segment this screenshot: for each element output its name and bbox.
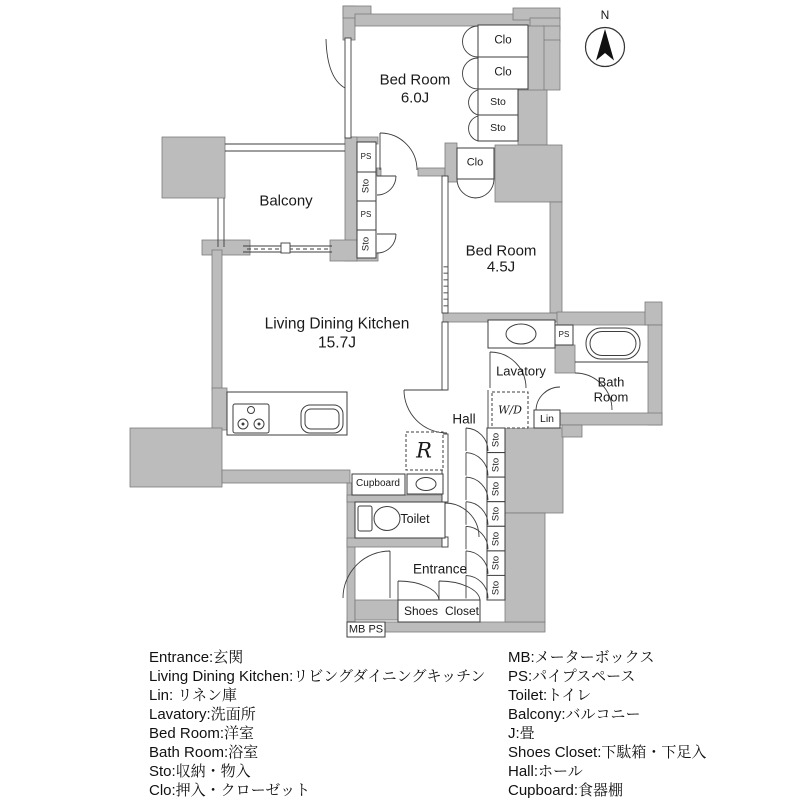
railings-and-windows bbox=[218, 144, 648, 622]
cupboard-label: Cupboard bbox=[356, 478, 400, 489]
bedroom6-name: Bed Room bbox=[379, 71, 451, 89]
legend-item: Lavatory:洗面所 bbox=[149, 706, 256, 723]
pipe-space-label: PS bbox=[558, 330, 570, 339]
closet-door-arc bbox=[469, 116, 478, 141]
linen-label: Lin bbox=[539, 412, 555, 425]
legend-item: MB:メーターボックス bbox=[508, 649, 655, 666]
pipe-space-label: PS bbox=[360, 152, 372, 161]
closet-label: Clo bbox=[494, 34, 512, 47]
ldk-door-arc bbox=[404, 390, 447, 433]
toilet-tank bbox=[358, 506, 372, 531]
storage-door-arc bbox=[466, 526, 488, 549]
storage-label: Sto bbox=[360, 178, 372, 194]
legend-left-column bbox=[149, 648, 485, 800]
hand-basin bbox=[416, 478, 436, 491]
balcony-label: Balcony bbox=[259, 192, 313, 210]
legend-item: Bed Room:洋室 bbox=[149, 725, 255, 742]
hall-label: Hall bbox=[452, 411, 476, 427]
toilet-bowl bbox=[374, 507, 400, 531]
closet-door-arc bbox=[463, 26, 478, 57]
storage-label: Sto bbox=[360, 236, 372, 252]
meter-box-label: MB PS bbox=[348, 623, 384, 636]
bathroom-label-line1: Bath bbox=[597, 374, 625, 390]
storage-label: Sto bbox=[490, 95, 506, 108]
legend-item: Entrance:玄関 bbox=[149, 649, 244, 666]
closet-door-arc bbox=[469, 90, 478, 115]
legend-item: Cupboard:食器棚 bbox=[508, 782, 624, 799]
storage-door-arc bbox=[466, 477, 488, 500]
entrance-label: Entrance bbox=[412, 561, 468, 577]
legend-item: Clo:押入・クローゼット bbox=[149, 782, 311, 799]
north-label: N bbox=[600, 8, 610, 22]
shoes-closet-label-2: Closet bbox=[444, 604, 480, 618]
storage-label: Sto bbox=[490, 121, 506, 134]
storage-label: Sto bbox=[490, 457, 502, 473]
lavatory-sink bbox=[506, 324, 536, 344]
storage-door-arc bbox=[377, 176, 396, 195]
bathroom-label-line2: Room bbox=[593, 389, 629, 405]
closet-door-arc bbox=[475, 179, 494, 198]
storage-door-arc bbox=[466, 575, 488, 598]
ldk-size: 15.7J bbox=[318, 334, 356, 352]
washer-dryer-label: W/D bbox=[498, 403, 522, 417]
kitchen-sink-inner bbox=[305, 409, 339, 429]
legend-item: Toilet:トイレ bbox=[508, 687, 592, 704]
shoes-door-arc bbox=[439, 581, 480, 600]
toilet-door-arc bbox=[445, 503, 479, 537]
window-swing bbox=[326, 39, 345, 88]
closet-door-arc bbox=[457, 179, 476, 198]
storage-label: Sto bbox=[490, 432, 502, 448]
pipe-space-label: PS bbox=[360, 210, 372, 219]
bedroom6-door-arc bbox=[380, 133, 417, 170]
storage-door-arc bbox=[377, 234, 396, 253]
toilet-label: Toilet bbox=[400, 511, 430, 526]
bedroom6-size: 6.0J bbox=[400, 89, 430, 107]
bedroom45-name: Bed Room bbox=[465, 242, 537, 260]
storage-label: Sto bbox=[490, 531, 502, 547]
legend-item: Bath Room:浴室 bbox=[149, 744, 259, 761]
refrigerator-label: R bbox=[416, 438, 432, 463]
storage-door-arc bbox=[466, 551, 488, 574]
burner bbox=[248, 407, 255, 414]
legend-item: Shoes Closet:下駄箱・下足入 bbox=[508, 744, 707, 761]
legend-item: Balcony:バルコニー bbox=[508, 706, 641, 723]
storage-door-arc bbox=[466, 453, 488, 476]
legend-item: Living Dining Kitchen:リビングダイニングキッチン bbox=[149, 668, 486, 685]
linen-door-arc bbox=[536, 387, 560, 410]
shoes-closet-label-1: Shoes bbox=[403, 604, 439, 618]
storage-door-arc bbox=[466, 428, 488, 451]
storage-label: Sto bbox=[490, 506, 502, 522]
closet-door-arc bbox=[463, 58, 479, 89]
closet-label: Clo bbox=[494, 66, 512, 79]
closet-label: Clo bbox=[466, 156, 484, 169]
bedroom45-size: 4.5J bbox=[486, 258, 516, 276]
storage-label: Sto bbox=[490, 481, 502, 497]
storage-label: Sto bbox=[490, 580, 502, 596]
bathtub-inner bbox=[590, 332, 636, 356]
storage-label: Sto bbox=[490, 555, 502, 571]
shoes-door-arc bbox=[398, 581, 439, 600]
legend-right-column bbox=[508, 648, 706, 800]
legend-item: J:畳 bbox=[508, 725, 535, 742]
legend-item: Sto:収納・物入 bbox=[149, 763, 251, 780]
legend-item: Hall:ホール bbox=[508, 763, 583, 780]
legend-item: PS:パイプスペース bbox=[508, 668, 636, 685]
ldk-name: Living Dining Kitchen bbox=[264, 315, 410, 333]
lavatory-label: Lavatory bbox=[496, 363, 546, 379]
thin-walls bbox=[345, 38, 448, 547]
north-arrow bbox=[586, 28, 625, 67]
legend-item: Lin: リネン庫 bbox=[149, 687, 238, 704]
